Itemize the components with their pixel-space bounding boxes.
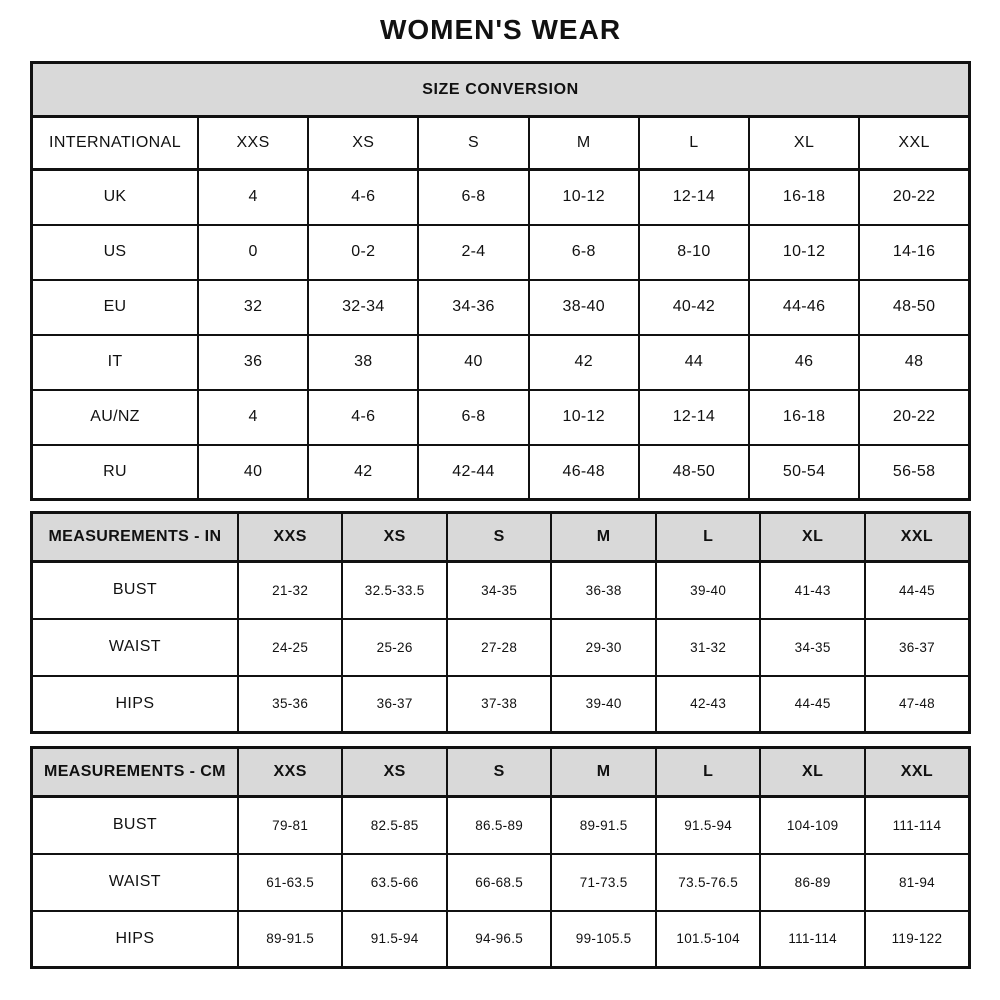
value-cell: 111-114 [760,911,865,968]
value-cell: 29-30 [551,619,656,676]
size-header-row [32,748,970,797]
value-cell: 73.5-76.5 [656,854,761,911]
value-cell: 39-40 [551,676,656,733]
value-cell: 101.5-104 [656,911,761,968]
table-row [32,170,970,225]
size-col-header: XXL [865,748,970,797]
row-label: AU/NZ [32,390,199,445]
value-cell: 46 [749,335,859,390]
value-cell: 89-91.5 [238,911,343,968]
value-cell: 2-4 [418,225,528,280]
size-col-header: S [447,513,552,562]
size-col-header: XXL [865,513,970,562]
size-col-header: S [418,117,528,170]
value-cell: 38 [308,335,418,390]
value-cell: 61-63.5 [238,854,343,911]
row-label: EU [32,280,199,335]
table-row [32,676,970,733]
row-label: UK [32,170,199,225]
value-cell: 10-12 [529,170,639,225]
value-cell: 42-43 [656,676,761,733]
value-cell: 63.5-66 [342,854,447,911]
value-cell: 42 [529,335,639,390]
size-conversion-table [30,61,971,501]
table-row [32,797,970,854]
value-cell: 34-35 [760,619,865,676]
measurements-in-corner-label: MEASUREMENTS - IN [32,513,238,562]
value-cell: 82.5-85 [342,797,447,854]
size-col-header: L [656,748,761,797]
value-cell: 6-8 [529,225,639,280]
table-banner-row [32,63,970,117]
value-cell: 36-38 [551,562,656,619]
value-cell: 38-40 [529,280,639,335]
size-col-header: L [656,513,761,562]
size-conversion-corner-label: INTERNATIONAL [32,117,199,170]
value-cell: 4-6 [308,390,418,445]
value-cell: 44-46 [749,280,859,335]
value-cell: 44-45 [760,676,865,733]
size-col-header: M [529,117,639,170]
value-cell: 34-36 [418,280,528,335]
value-cell: 14-16 [859,225,969,280]
value-cell: 10-12 [529,390,639,445]
value-cell: 89-91.5 [551,797,656,854]
value-cell: 24-25 [238,619,343,676]
value-cell: 91.5-94 [656,797,761,854]
value-cell: 39-40 [656,562,761,619]
size-col-header: XL [760,513,865,562]
row-label: WAIST [32,854,238,911]
value-cell: 47-48 [865,676,970,733]
row-label: RU [32,445,199,500]
size-col-header: XL [749,117,859,170]
size-col-header: XXS [198,117,308,170]
row-label: IT [32,335,199,390]
table-row [32,911,970,968]
table-row [32,335,970,390]
table-row [32,280,970,335]
value-cell: 44-45 [865,562,970,619]
value-cell: 32 [198,280,308,335]
value-cell: 12-14 [639,170,749,225]
table-row [32,225,970,280]
value-cell: 20-22 [859,170,969,225]
value-cell: 41-43 [760,562,865,619]
value-cell: 25-26 [342,619,447,676]
value-cell: 4-6 [308,170,418,225]
value-cell: 94-96.5 [447,911,552,968]
value-cell: 4 [198,390,308,445]
value-cell: 12-14 [639,390,749,445]
page-title: WOMEN'S WEAR [379,14,622,45]
value-cell: 16-18 [749,170,859,225]
value-cell: 6-8 [418,390,528,445]
measurements-cm-table [30,746,971,969]
value-cell: 99-105.5 [551,911,656,968]
value-cell: 86-89 [760,854,865,911]
size-header-row [32,513,970,562]
value-cell: 32.5-33.5 [342,562,447,619]
measurements-cm-corner-label: MEASUREMENTS - CM [32,748,238,797]
value-cell: 31-32 [656,619,761,676]
value-cell: 44 [639,335,749,390]
value-cell: 21-32 [238,562,343,619]
value-cell: 32-34 [308,280,418,335]
size-col-header: S [447,748,552,797]
table-row [32,562,970,619]
value-cell: 111-114 [865,797,970,854]
table-row [32,854,970,911]
size-col-header: XXS [238,748,343,797]
row-label: BUST [32,797,238,854]
value-cell: 10-12 [749,225,859,280]
value-cell: 36 [198,335,308,390]
row-label: HIPS [32,676,238,733]
size-col-header: XL [760,748,865,797]
size-col-header: M [551,748,656,797]
measurements-in-table [30,511,971,734]
size-col-header: XS [308,117,418,170]
value-cell: 46-48 [529,445,639,500]
value-cell: 16-18 [749,390,859,445]
size-col-header: L [639,117,749,170]
value-cell: 56-58 [859,445,969,500]
value-cell: 8-10 [639,225,749,280]
row-label: HIPS [32,911,238,968]
size-col-header: XXL [859,117,969,170]
value-cell: 48-50 [859,280,969,335]
value-cell: 42-44 [418,445,528,500]
value-cell: 6-8 [418,170,528,225]
value-cell: 91.5-94 [342,911,447,968]
value-cell: 35-36 [238,676,343,733]
row-label: WAIST [32,619,238,676]
value-cell: 50-54 [749,445,859,500]
table-row [32,390,970,445]
size-col-header: XS [342,513,447,562]
row-label: BUST [32,562,238,619]
size-col-header: M [551,513,656,562]
value-cell: 71-73.5 [551,854,656,911]
value-cell: 48-50 [639,445,749,500]
value-cell: 37-38 [447,676,552,733]
value-cell: 0-2 [308,225,418,280]
value-cell: 0 [198,225,308,280]
value-cell: 48 [859,335,969,390]
size-header-row [32,117,970,170]
value-cell: 27-28 [447,619,552,676]
value-cell: 42 [308,445,418,500]
value-cell: 104-109 [760,797,865,854]
size-col-header: XS [342,748,447,797]
size-col-header: XXS [238,513,343,562]
value-cell: 79-81 [238,797,343,854]
value-cell: 40 [418,335,528,390]
value-cell: 66-68.5 [447,854,552,911]
value-cell: 81-94 [865,854,970,911]
value-cell: 34-35 [447,562,552,619]
value-cell: 40-42 [639,280,749,335]
value-cell: 36-37 [342,676,447,733]
value-cell: 36-37 [865,619,970,676]
table-row [32,619,970,676]
value-cell: 119-122 [865,911,970,968]
table-banner: SIZE CONVERSION [32,63,970,117]
row-label: US [32,225,199,280]
table-row [32,445,970,500]
value-cell: 40 [198,445,308,500]
value-cell: 20-22 [859,390,969,445]
value-cell: 86.5-89 [447,797,552,854]
value-cell: 4 [198,170,308,225]
